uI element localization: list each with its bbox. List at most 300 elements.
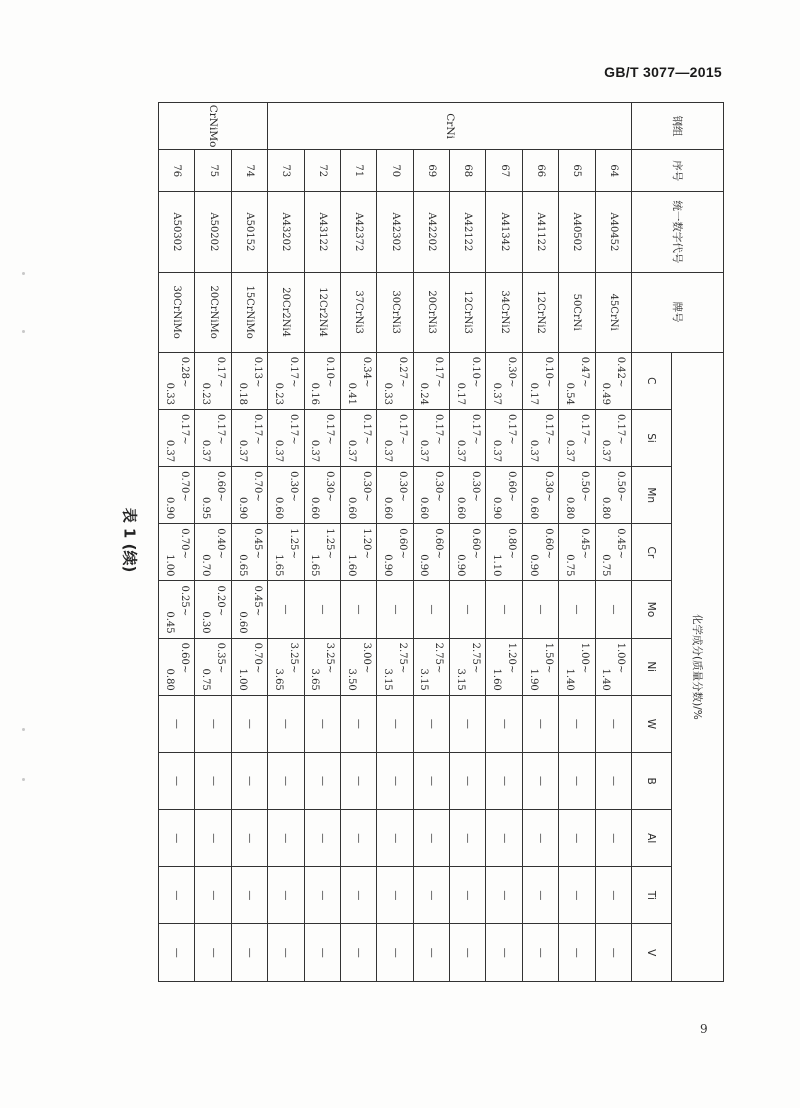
al-cell: — [559,810,595,867]
table-row [268,103,304,982]
range-min: 3.25~ [324,642,336,674]
ni-cell [304,638,340,695]
range-min: 0.17~ [360,413,372,445]
ti-cell: — [341,867,377,924]
v-cell: — [559,924,595,982]
range-value [232,410,267,466]
al-cell: — [486,810,522,867]
range-max: 3.15 [454,668,466,691]
si-cell [522,409,558,466]
v-cell: — [413,924,449,982]
range-value [268,524,303,580]
table-row [159,103,196,982]
range-min: 1.20~ [360,528,372,559]
c-cell [522,352,558,409]
al-cell: — [522,810,558,867]
range-max: 1.40 [563,668,575,691]
table-row [231,103,267,982]
range-max: 0.60 [382,497,394,520]
range-min: 0.17~ [287,413,299,445]
seq-cell: 67 [486,150,522,192]
range-value [232,639,267,695]
range-value [159,581,195,637]
range-min: 0.17~ [542,413,554,445]
range-max: 0.16 [309,382,321,405]
ni-cell [413,638,449,695]
ni-cell [559,638,595,695]
range-max: 0.41 [345,382,357,405]
range-min: 0.27~ [397,356,409,388]
ti-cell: — [413,867,449,924]
mn-cell [268,467,304,524]
range-max: 0.37 [345,439,357,463]
c-cell [595,352,631,409]
code-cell: A43122 [304,192,340,272]
range-value [268,639,303,695]
range-max: 1.10 [491,554,503,577]
range-max: 0.37 [200,439,212,463]
cr-cell [231,524,267,581]
range-min: 0.17~ [615,413,627,445]
range-value [196,639,231,695]
range-max: 0.37 [491,382,503,405]
scan-speck [22,272,25,275]
ti-cell: — [304,867,340,924]
range-min: 0.50~ [578,471,590,502]
range-value [559,467,594,523]
w-cell: — [159,695,196,752]
range-value [596,524,631,580]
range-max: 0.37 [600,439,612,463]
steel-group-cell: CrNiMo [159,103,268,150]
cr-cell [304,524,340,581]
b-cell: — [413,752,449,809]
cr-cell [377,524,413,581]
range-max: 0.90 [418,554,430,577]
header-element-si: Si [632,409,672,466]
range-min: 0.30~ [397,471,409,502]
b-cell: — [486,752,522,809]
range-value [450,639,485,695]
cr-cell [486,524,522,581]
si-cell [159,409,196,466]
range-min: 0.25~ [178,585,190,617]
w-cell: — [341,695,377,752]
range-max: 3.50 [345,668,357,691]
code-cell: A50202 [195,192,231,272]
range-value [450,467,485,523]
al-cell: — [377,810,413,867]
cr-cell [341,524,377,581]
range-value [596,467,631,523]
range-min: 1.00~ [615,642,627,674]
range-value [305,410,340,466]
range-max: 0.37 [418,439,430,463]
range-max: 0.75 [200,668,212,691]
cr-cell [268,524,304,581]
range-max: 0.37 [272,439,284,463]
range-min: 2.75~ [469,642,481,674]
range-min: 0.60~ [178,642,190,674]
range-min: 0.70~ [251,471,263,502]
mo-cell [195,581,231,638]
range-value [159,639,195,695]
range-min: 0.35~ [215,642,227,674]
range-min: 0.80~ [506,528,518,559]
si-cell [559,409,595,466]
range-value [196,410,231,466]
scan-speck [22,778,25,781]
ti-cell: — [522,867,558,924]
range-min: 0.30~ [287,471,299,502]
seq-cell: 68 [450,150,486,192]
range-max: 0.37 [382,439,394,463]
range-min: 0.40~ [215,528,227,559]
range-value [341,467,376,523]
range-min: 0.60~ [433,528,445,559]
ti-cell: — [559,867,595,924]
range-min: 0.30~ [506,356,518,388]
range-min: 0.13~ [251,356,263,388]
range-max: 1.90 [527,668,539,691]
range-max: 0.70 [200,554,212,577]
ni-cell [522,638,558,695]
range-value [341,639,376,695]
range-max: 0.60 [527,497,539,520]
code-cell: A50302 [159,192,196,272]
standard-number: GB/T 3077—2015 [604,64,722,80]
b-cell: — [341,752,377,809]
v-cell: — [268,924,304,982]
seq-cell: 73 [268,150,304,192]
range-max: 0.60 [345,497,357,520]
header-grade: 牌号 [632,272,724,352]
range-value [523,410,558,466]
range-max: 0.23 [272,382,284,405]
table-row [450,103,486,982]
range-value [523,524,558,580]
range-value [377,639,412,695]
w-cell: — [413,695,449,752]
seq-cell: 75 [195,150,231,192]
cr-cell [522,524,558,581]
range-max: 0.37 [163,439,175,463]
si-cell [231,409,267,466]
si-cell [486,409,522,466]
v-cell: — [522,924,558,982]
chemical-composition-table [158,102,724,982]
range-min: 0.60~ [506,471,518,502]
ti-cell: — [231,867,267,924]
range-max: 0.60 [236,611,248,634]
b-cell: — [450,752,486,809]
range-min: 0.60~ [469,528,481,559]
ni-cell [486,638,522,695]
range-min: 0.30~ [324,471,336,502]
al-cell: — [595,810,631,867]
ni-cell [595,638,631,695]
seq-cell: 71 [341,150,377,192]
table-container [158,102,724,982]
header-element-mo: Mo [632,581,672,638]
mo-cell: — [377,581,413,638]
range-value [159,467,195,523]
range-value [487,353,522,409]
header-element-w: W [632,695,672,752]
table-row [413,103,449,982]
scan-speck [22,728,25,731]
seq-cell: 66 [522,150,558,192]
range-value [487,639,522,695]
range-min: 1.20~ [506,642,518,674]
header-element-al: Al [632,810,672,867]
v-cell: — [595,924,631,982]
range-value [159,524,195,580]
range-min: 0.17~ [506,413,518,445]
range-max: 0.90 [236,497,248,520]
range-min: 0.60~ [542,528,554,559]
mn-cell [486,467,522,524]
range-max: 0.23 [200,382,212,405]
header-element-ti: Ti [632,867,672,924]
range-max: 1.65 [272,554,284,577]
mn-cell [159,467,196,524]
seq-cell: 65 [559,150,595,192]
code-cell: A41122 [522,192,558,272]
v-cell: — [450,924,486,982]
table-row [595,103,631,982]
range-max: 0.18 [236,382,248,405]
range-max: 0.17 [527,382,539,405]
page-number: 9 [700,1022,708,1036]
si-cell [595,409,631,466]
v-cell: — [486,924,522,982]
header-element-c: C [632,352,672,409]
al-cell: — [304,810,340,867]
range-min: 0.30~ [469,471,481,502]
range-max: 0.49 [600,382,612,405]
range-min: 0.17~ [215,413,227,445]
range-max: 0.60 [418,497,430,520]
range-min: 1.25~ [324,528,336,559]
range-value [523,467,558,523]
range-min: 0.17~ [397,413,409,445]
range-max: 0.90 [163,497,175,520]
range-value [414,524,449,580]
c-cell [341,352,377,409]
range-value [559,410,594,466]
mn-cell [559,467,595,524]
range-min: 0.60~ [215,471,227,502]
range-min: 0.10~ [542,356,554,388]
c-cell [268,352,304,409]
scan-speck [22,330,25,333]
range-min: 0.20~ [215,585,227,617]
code-cell: A40452 [595,192,631,272]
table-row [522,103,558,982]
range-min: 0.17~ [178,413,190,445]
table-caption: 表 1 (续) [120,507,139,573]
range-max: 0.37 [527,439,539,463]
grade-cell: 20Cr2Ni4 [268,272,304,352]
grade-cell: 12Cr2Ni4 [304,272,340,352]
range-value [450,353,485,409]
range-value [487,410,522,466]
cr-cell [450,524,486,581]
w-cell: — [304,695,340,752]
range-max: 0.60 [272,497,284,520]
header-seq: 序号 [632,150,724,192]
range-value [159,410,195,466]
range-max: 1.00 [163,554,175,577]
range-value [196,581,231,637]
rotated-table [158,102,724,982]
range-min: 3.25~ [287,642,299,674]
code-cell: A50152 [231,192,267,272]
range-min: 0.42~ [615,356,627,388]
al-cell: — [231,810,267,867]
b-cell: — [559,752,595,809]
range-value [159,353,195,409]
v-cell: — [304,924,340,982]
range-value [377,410,412,466]
range-value [487,524,522,580]
ti-cell: — [595,867,631,924]
range-value [341,353,376,409]
mo-cell [231,581,267,638]
si-cell [341,409,377,466]
b-cell: — [268,752,304,809]
range-value [414,639,449,695]
range-min: 0.10~ [324,356,336,388]
range-min: 0.45~ [615,528,627,559]
range-value [232,467,267,523]
code-cell: A42122 [450,192,486,272]
c-cell [559,352,595,409]
range-max: 3.15 [418,668,430,691]
w-cell: — [231,695,267,752]
b-cell: — [195,752,231,809]
range-max: 3.65 [309,668,321,691]
b-cell: — [522,752,558,809]
range-value [305,524,340,580]
range-max: 0.90 [527,554,539,577]
table-row [377,103,413,982]
ti-cell: — [268,867,304,924]
w-cell: — [486,695,522,752]
range-max: 0.95 [200,497,212,520]
si-cell [268,409,304,466]
range-max: 0.80 [600,497,612,520]
range-max: 0.75 [563,554,575,577]
header-composition: 化学成分(质量分数)/% [672,352,724,981]
b-cell: — [304,752,340,809]
code-cell: A40502 [559,192,595,272]
code-cell: A42302 [377,192,413,272]
seq-cell: 70 [377,150,413,192]
grade-cell: 30CrNi3 [377,272,413,352]
range-value [559,353,594,409]
ti-cell: — [195,867,231,924]
seq-cell: 74 [231,150,267,192]
range-min: 0.17~ [433,413,445,445]
mn-cell [450,467,486,524]
range-min: 0.17~ [215,356,227,388]
range-value [414,410,449,466]
grade-cell: 12CrNi2 [522,272,558,352]
grade-cell: 37CrNi3 [341,272,377,352]
b-cell: — [377,752,413,809]
range-value [487,467,522,523]
range-value [559,524,594,580]
seq-cell: 64 [595,150,631,192]
al-cell: — [413,810,449,867]
v-cell: — [231,924,267,982]
range-value [559,639,594,695]
range-max: 1.60 [491,668,503,691]
w-cell: — [450,695,486,752]
mo-cell: — [450,581,486,638]
w-cell: — [559,695,595,752]
table-row [486,103,522,982]
range-value [232,353,267,409]
range-min: 2.75~ [397,642,409,674]
mn-cell [522,467,558,524]
range-min: 0.45~ [578,528,590,559]
cr-cell [413,524,449,581]
si-cell [377,409,413,466]
range-max: 0.60 [454,497,466,520]
ni-cell [450,638,486,695]
range-min: 0.17~ [578,413,590,445]
c-cell [413,352,449,409]
header-element-v: V [632,924,672,982]
mo-cell: — [341,581,377,638]
range-min: 0.47~ [578,356,590,388]
range-value [196,524,231,580]
range-value [341,410,376,466]
range-min: 0.70~ [251,642,263,674]
range-min: 0.17~ [324,413,336,445]
range-min: 1.00~ [578,642,590,674]
mo-cell [159,581,196,638]
ni-cell [231,638,267,695]
range-value [450,410,485,466]
b-cell: — [231,752,267,809]
range-min: 0.30~ [433,471,445,502]
ni-cell [377,638,413,695]
ni-cell [159,638,196,695]
range-min: 0.45~ [251,528,263,559]
c-cell [486,352,522,409]
code-cell: A42202 [413,192,449,272]
grade-cell: 20CrNi3 [413,272,449,352]
range-value [523,353,558,409]
code-cell: A41342 [486,192,522,272]
mo-cell: — [522,581,558,638]
grade-cell: 34CrNi2 [486,272,522,352]
range-max: 0.80 [563,497,575,520]
range-min: 0.17~ [251,413,263,445]
si-cell [450,409,486,466]
range-max: 0.24 [418,382,430,405]
range-max: 0.37 [309,439,321,463]
header-element-ni: Ni [632,638,672,695]
range-value [596,410,631,466]
range-value [414,467,449,523]
grade-cell: 50CrNi [559,272,595,352]
range-max: 0.80 [163,668,175,691]
